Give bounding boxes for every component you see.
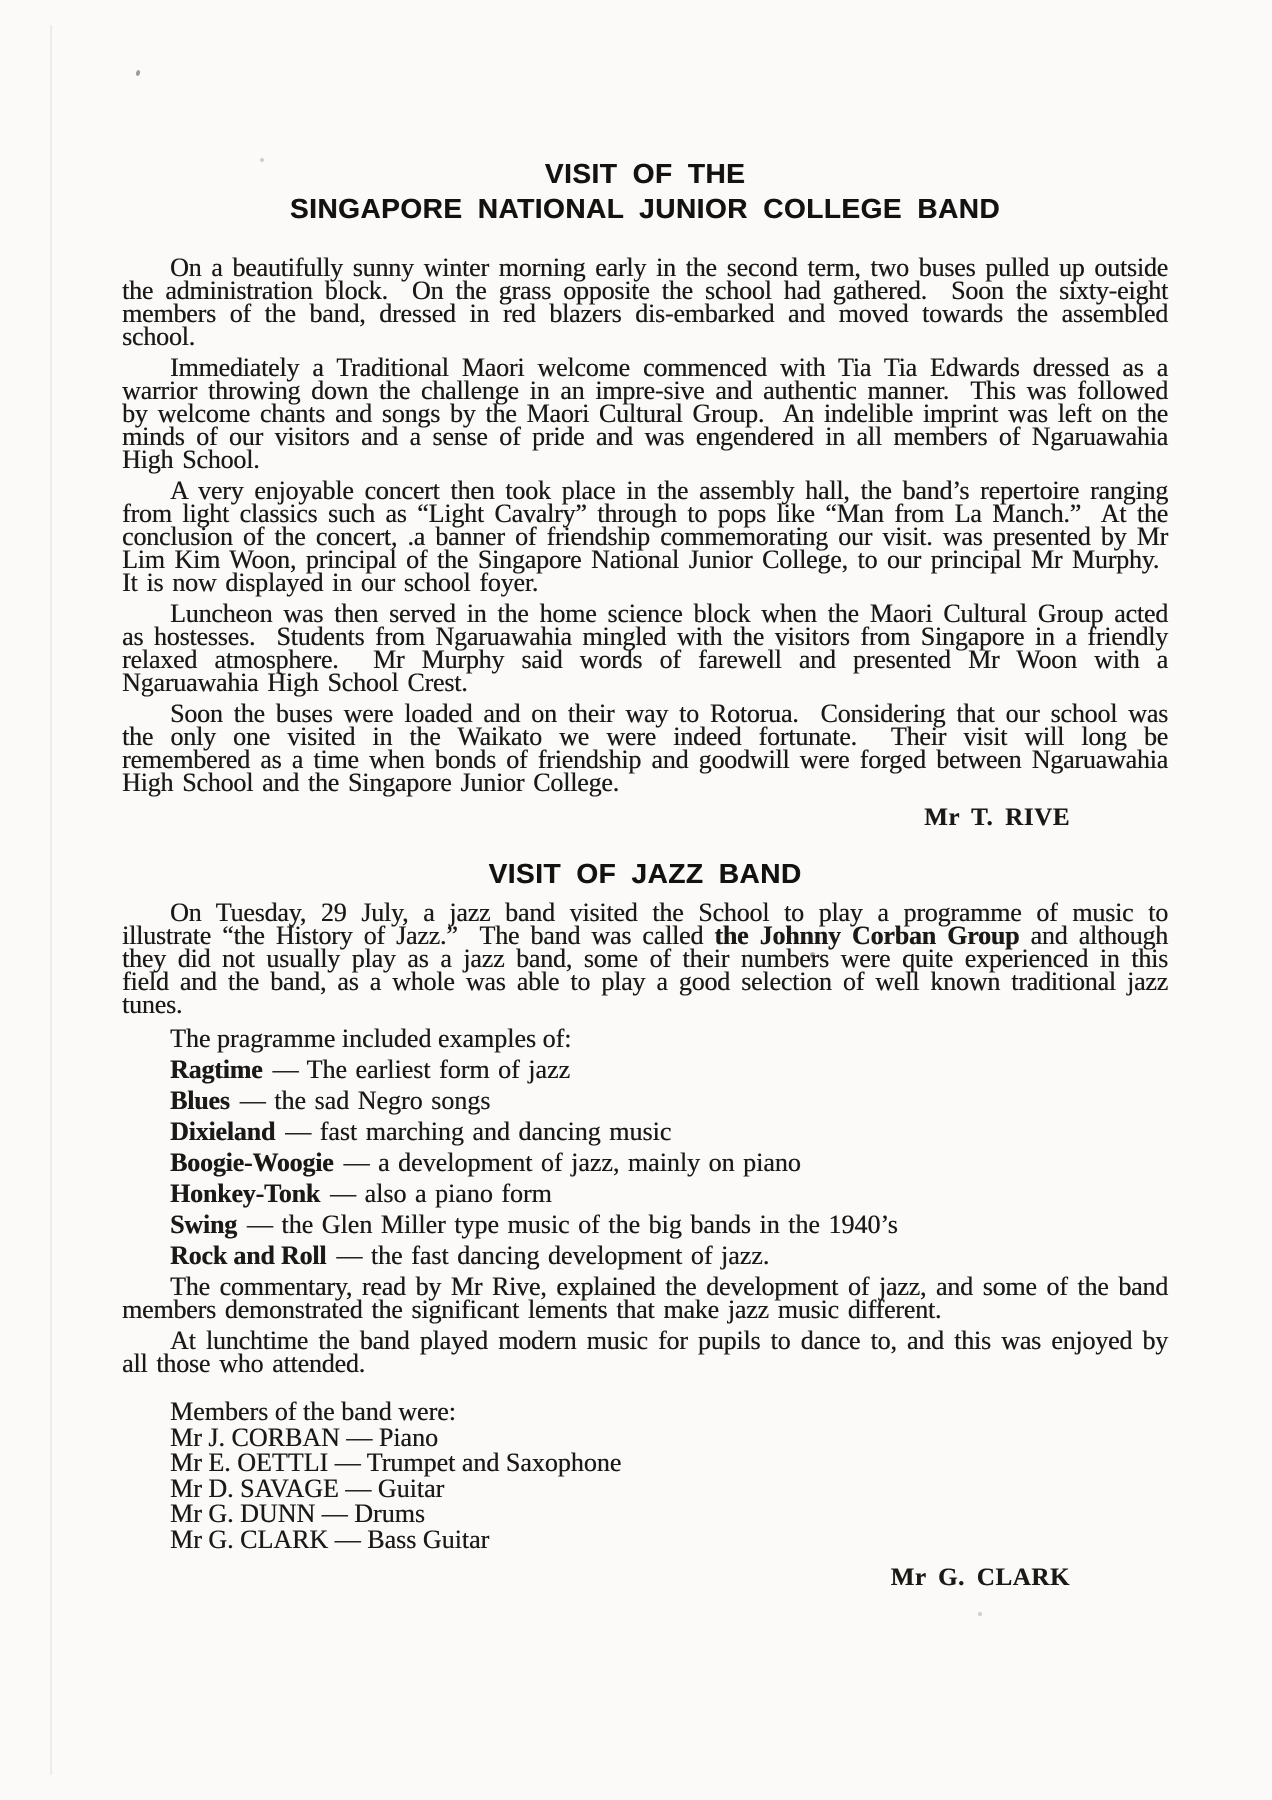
article1-paragraph-2: Immediately a Traditional Maori welcome commenced with Tia Tia Edwards dressed as a warrior throwing down the challenge in an impre-sive and authentic manner. This was followed by welcome chants and songs by the Maori Cultural Group. An indelible imprint was left on the minds of our visitors and a sense of pride and was engendered in all members of Ngaruawahia High School.: [122, 353, 1168, 474]
genre-term: Ragtime: [170, 1055, 263, 1084]
article1-signature: Mr T. RIVE: [924, 804, 1070, 831]
article2-signature: Mr G. CLARK: [890, 1564, 1070, 1591]
article1-paragraph-3: A very enjoyable concert then took place in the assembly hall, the band’s repertoire ranging from light classics such as “Light Cavalry” through to pops like “Man from La Manch.” At the conclusion of the concert, .a banner of friendship commemorating our visit. was presented by Mr Lim Kim Woon, principal of the Singapore National Junior College, to our principal Mr Murphy. It is now displayed in our school foyer.: [122, 476, 1168, 597]
article2-title: VISIT OF JAZZ BAND: [488, 858, 802, 889]
page-content: [122, 150, 1168, 1592]
genre-item-rock-and-roll: [170, 1241, 1168, 1270]
members-lead: Members of the band were:: [170, 1397, 456, 1426]
genre-item-swing: [170, 1210, 1168, 1239]
article1-paragraph-4: Luncheon was then served in the home science block when the Maori Cultural Group acted as hostesses. Students from Ngaruawahia mingled with the visitors from Singapore in a friendly relaxed atmosphere. Mr Murphy said words of farewell and presented Mr Woon with a Ngaruawahia High School Crest.: [122, 599, 1168, 697]
article2-intro-paragraph: [122, 898, 1168, 1019]
member-item-oettli: Mr E. OETTLI — Trumpet and Saxophone: [170, 1448, 622, 1477]
genre-term: Boogie-Woogie: [170, 1148, 334, 1177]
member-item-clark: Mr G. CLARK — Bass Guitar: [170, 1524, 490, 1554]
scan-speck: [978, 1612, 982, 1616]
genre-item-ragtime: [170, 1055, 1168, 1084]
article1-title: [122, 156, 1168, 226]
article1-paragraph-1: On a beautifully sunny winter morning early in the second term, two buses pulled up outside the administration block. On the grass opposite the school had gathered. Soon the sixty-eight members of the band, dressed in red blazers dis-embarked and moved towards the assembled school.: [122, 253, 1168, 351]
genre-term: Dixieland: [170, 1117, 276, 1146]
article2-intro-pre: On Tuesday, 29 July, a jazz band visited the School to play a programme of music to illustrate “the History of Jazz.” The band was called: [122, 898, 1168, 950]
genre-desc: — the Glen Miller type music of the big bands in the 1940’s: [246, 1210, 898, 1239]
genre-item-dixieland: [170, 1117, 1168, 1146]
member-item-dunn: Mr G. DUNN — Drums: [170, 1499, 425, 1528]
article1-title-line1: VISIT OF THE: [544, 158, 746, 189]
article2-lunchtime-paragraph: At lunchtime the band played modern music for pupils to dance to, and this was enjoyed by all those who attended.: [122, 1326, 1168, 1378]
scan-edge-line: [50, 25, 52, 1775]
article1-paragraph-5: Soon the buses were loaded and on their way to Rotorua. Considering that our school was the only one visited in the Waikato we were indeed fortunate. Their visit will long be remembered as a time when bonds of friendship and goodwill were forged between Ngaruawahia High School and the Singapore Junior College.: [122, 699, 1168, 797]
genre-term: Swing: [170, 1210, 237, 1239]
member-item-savage: Mr D. SAVAGE — Guitar: [170, 1473, 445, 1503]
scan-speck: [135, 70, 140, 77]
genre-term: Honkey-Tonk: [170, 1179, 321, 1208]
genre-list: [170, 1055, 1168, 1270]
programme-lead: The pragramme included examples of:: [170, 1024, 572, 1053]
genre-desc: — the sad Negro songs: [239, 1086, 491, 1115]
article2-intro-band-name: the Johnny Corban Group: [714, 921, 1020, 950]
genre-term: Rock and Roll: [170, 1241, 327, 1270]
genre-desc: — a development of jazz, mainly on piano: [343, 1148, 801, 1177]
genre-desc: — The earliest form of jazz: [272, 1055, 571, 1084]
genre-term: Blues: [170, 1086, 230, 1115]
article2-commentary-paragraph: The commentary, read by Mr Rive, explained the development of jazz, and some of the band members demonstrated the significant lements that make jazz music different.: [122, 1272, 1168, 1324]
genre-desc: — also a piano form: [330, 1179, 552, 1208]
genre-desc: — fast marching and dancing music: [285, 1117, 672, 1146]
genre-item-honkey-tonk: [170, 1179, 1168, 1208]
genre-item-boogie-woogie: [170, 1148, 1168, 1177]
genre-item-blues: [170, 1086, 1168, 1115]
article1-title-line2: SINGAPORE NATIONAL JUNIOR COLLEGE BAND: [289, 193, 1001, 224]
members-list: [170, 1399, 1168, 1552]
article2-intro-post: and although they did not usually play as a jazz band, some of their numbers were quite experienced in this field and the band, as a whole was able to play a good selection of well known traditional jazz tunes.: [122, 921, 1168, 1019]
member-item-corban: Mr J. CORBAN — Piano: [170, 1422, 438, 1452]
genre-desc: — the fast dancing development of jazz.: [336, 1241, 770, 1270]
